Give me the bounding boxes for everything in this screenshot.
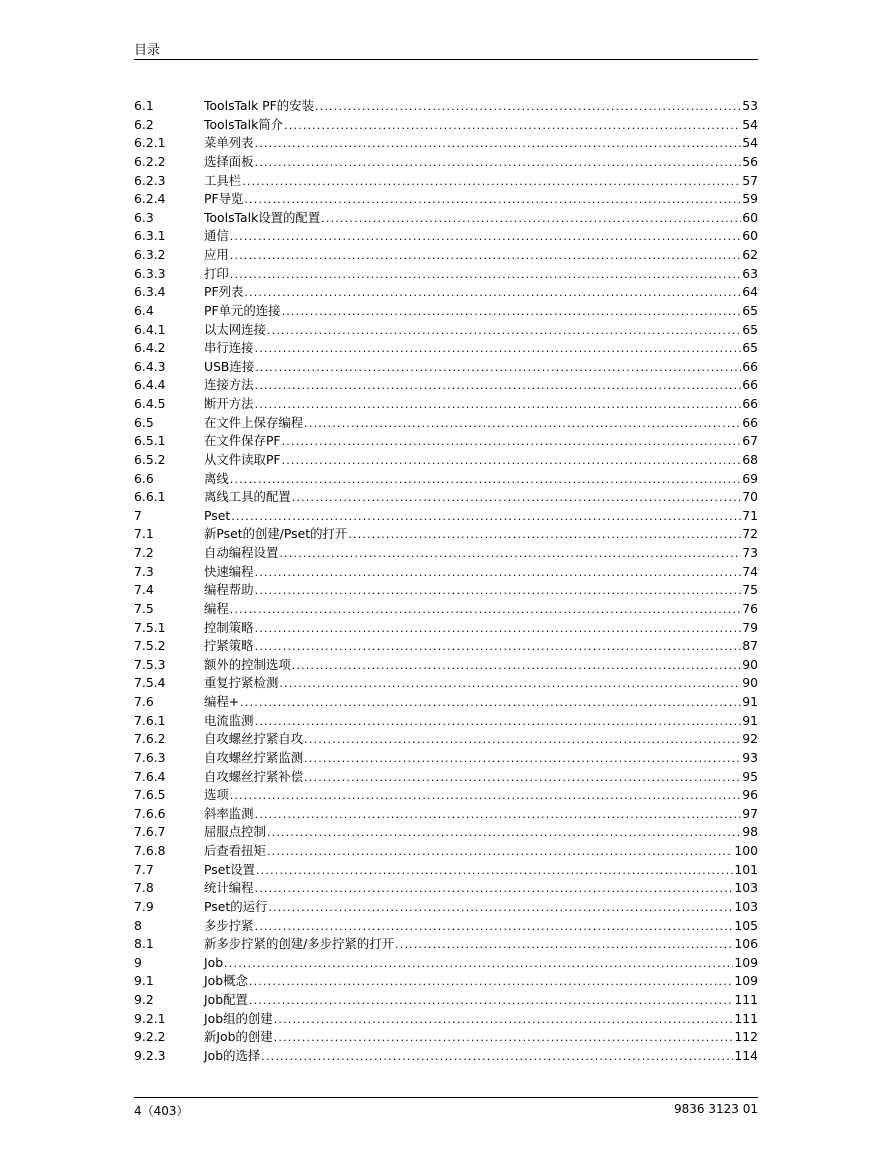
toc-entry[interactable]	[134, 153, 758, 172]
toc-entry-number: 6.2.3	[134, 172, 166, 188]
table-of-contents	[134, 97, 758, 1066]
toc-entry-page: 54	[742, 135, 758, 151]
toc-entry[interactable]	[134, 134, 758, 153]
toc-dot-leader	[255, 396, 742, 415]
toc-dot-leader	[304, 415, 741, 434]
toc-entry-page: 67	[742, 433, 758, 449]
toc-entry-page: 90	[742, 656, 758, 672]
toc-dot-leader	[267, 322, 741, 341]
toc-entry-number: 6.4.1	[134, 321, 166, 337]
toc-entry-page: 66	[742, 377, 758, 393]
toc-entry-number: 8	[134, 917, 142, 933]
toc-dot-leader	[292, 657, 741, 676]
toc-entry-page: 66	[742, 396, 758, 411]
toc-entry-page: 53	[742, 98, 758, 113]
toc-dot-leader	[282, 452, 742, 471]
toc-entry-page: 109	[734, 954, 758, 970]
toc-entry-title: Pset设置	[204, 861, 255, 877]
toc-entry-number: 6.5.1	[134, 433, 166, 449]
toc-dot-leader	[230, 247, 741, 266]
toc-entry-page: 73	[742, 545, 758, 560]
toc-entry-page: 65	[742, 302, 758, 318]
toc-dot-leader	[255, 582, 742, 601]
toc-entry-number: 7.5	[134, 600, 154, 616]
toc-entry-title: 串行连接	[204, 340, 254, 356]
toc-entry[interactable]	[134, 172, 758, 191]
toc-dot-leader	[255, 154, 742, 173]
toc-entry-title: 编程	[204, 600, 229, 616]
toc-dot-leader	[348, 526, 741, 545]
toc-entry-title: 控制策略	[204, 619, 254, 635]
toc-entry-number: 9.2.1	[134, 1010, 166, 1026]
toc-dot-leader	[395, 936, 733, 955]
toc-entry-number: 7.6.1	[134, 712, 166, 728]
toc-entry[interactable]	[134, 227, 758, 246]
toc-entry-title: 菜单列表	[204, 135, 254, 151]
footer-document-number: 9836 3123 01	[674, 1102, 758, 1116]
toc-dot-leader	[230, 228, 741, 247]
toc-dot-leader	[261, 1048, 733, 1067]
toc-dot-leader	[255, 713, 742, 732]
toc-entry-title: ToolsTalk PF的安装	[204, 98, 314, 113]
toc-entry-number: 7.6.6	[134, 805, 166, 821]
toc-entry-number: 6.3.4	[134, 284, 166, 300]
toc-dot-leader	[304, 731, 741, 750]
toc-entry-page: 91	[742, 694, 758, 709]
toc-entry-number: 7.6.8	[134, 843, 166, 858]
toc-entry-number: 6.1	[134, 98, 154, 113]
toc-entry-title: 编程+	[204, 694, 240, 709]
toc-dot-leader	[242, 173, 741, 192]
toc-dot-leader	[255, 377, 742, 396]
toc-entry[interactable]	[134, 730, 758, 749]
toc-dot-leader	[224, 955, 733, 974]
toc-entry-title: 自攻螺丝拧紧自攻	[204, 731, 304, 747]
toc-dot-leader	[255, 880, 734, 899]
toc-entry-page: 106	[734, 936, 758, 952]
toc-entry-page: 68	[742, 451, 758, 467]
toc-entry-number: 7	[134, 507, 142, 523]
toc-entry-page: 70	[742, 489, 758, 505]
toc-entry[interactable]	[134, 116, 758, 135]
toc-entry-title: 断开方法	[204, 396, 254, 411]
toc-entry-page: 60	[742, 209, 758, 225]
toc-entry-number: 6.4.4	[134, 377, 166, 393]
toc-entry[interactable]	[134, 507, 758, 526]
toc-entry[interactable]	[134, 395, 758, 414]
toc-entry-number: 7.1	[134, 526, 154, 542]
toc-entry[interactable]	[134, 749, 758, 768]
toc-entry-number: 6.3.2	[134, 247, 166, 262]
toc-entry[interactable]	[134, 246, 758, 265]
toc-dot-leader	[249, 992, 733, 1011]
toc-entry-number: 7.6.5	[134, 787, 166, 803]
toc-entry-title: 额外的控制选项	[204, 656, 291, 672]
toc-entry[interactable]	[134, 693, 758, 712]
toc-dot-leader	[230, 787, 741, 806]
toc-entry-page: 57	[742, 172, 758, 188]
toc-entry-title: 新Job的创建	[204, 1029, 273, 1045]
toc-entry[interactable]	[134, 600, 758, 619]
toc-entry-page: 65	[742, 340, 758, 356]
toc-entry[interactable]	[134, 432, 758, 451]
footer-page-number: 4（403）	[134, 1104, 189, 1118]
toc-dot-leader	[292, 489, 741, 508]
toc-entry-page: 59	[742, 191, 758, 207]
toc-entry-page: 90	[742, 675, 758, 691]
toc-entry-title: PF导览	[204, 191, 244, 207]
toc-entry[interactable]	[134, 97, 758, 116]
toc-entry[interactable]	[134, 563, 758, 582]
toc-entry-number: 6.2.4	[134, 191, 166, 207]
toc-entry-title: USB连接	[204, 358, 255, 374]
toc-entry-title: 以太网连接	[204, 321, 266, 337]
toc-entry[interactable]	[134, 581, 758, 600]
toc-entry-page: 111	[734, 992, 758, 1007]
toc-entry-title: 选择面板	[204, 153, 254, 169]
toc-entry-title: 连接方法	[204, 377, 254, 393]
toc-entry-title: 在文件上保存编程	[204, 414, 304, 430]
toc-dot-leader	[321, 210, 741, 229]
toc-entry-page: 91	[742, 712, 758, 728]
toc-entry-page: 60	[742, 228, 758, 244]
toc-entry[interactable]	[134, 917, 758, 936]
toc-entry-title: Job配置	[204, 992, 248, 1007]
toc-dot-leader	[256, 862, 733, 881]
toc-entry-number: 7.6.7	[134, 824, 166, 840]
toc-entry-title: 离线	[204, 470, 229, 486]
toc-entry-page: 87	[742, 638, 758, 654]
toc-entry[interactable]	[134, 339, 758, 358]
toc-entry-number: 7.5.3	[134, 656, 166, 672]
toc-entry-number: 7.6.4	[134, 768, 166, 784]
toc-dot-leader	[255, 135, 742, 154]
toc-entry-page: 54	[742, 116, 758, 132]
toc-entry-title: 屈服点控制	[204, 824, 266, 840]
toc-entry-page: 112	[734, 1029, 758, 1045]
toc-entry-page: 96	[742, 787, 758, 803]
toc-entry[interactable]	[134, 265, 758, 284]
toc-entry-number: 7.7	[134, 861, 154, 877]
toc-entry-page: 114	[734, 1047, 758, 1063]
toc-entry-number: 9.2.3	[134, 1047, 166, 1063]
toc-entry-title: ToolsTalk设置的配置	[204, 209, 321, 225]
toc-entry-title: 从文件读取PF	[204, 451, 281, 467]
toc-entry-page: 95	[742, 768, 758, 784]
toc-entry-number: 7.5.4	[134, 675, 166, 691]
toc-dot-leader	[255, 638, 742, 657]
toc-entry[interactable]	[134, 283, 758, 302]
toc-entry-page: 98	[742, 824, 758, 840]
toc-entry[interactable]	[134, 637, 758, 656]
toc-entry-title: 新Pset的创建/Pset的打开	[204, 526, 348, 542]
toc-entry-number: 7.9	[134, 898, 154, 914]
toc-entry[interactable]	[134, 656, 758, 675]
toc-entry-title: 通信	[204, 228, 229, 244]
toc-entry-page: 97	[742, 805, 758, 821]
toc-entry-title: 自动编程设置	[204, 545, 279, 560]
page-header-title: 目录	[134, 43, 161, 58]
toc-entry[interactable]	[134, 358, 758, 377]
toc-entry[interactable]	[134, 972, 758, 991]
toc-dot-leader	[240, 694, 741, 713]
toc-entry-number: 6.5	[134, 414, 154, 430]
toc-entry-title: PF单元的连接	[204, 302, 281, 318]
toc-dot-leader	[255, 918, 734, 937]
toc-dot-leader	[268, 899, 733, 918]
toc-dot-leader	[304, 769, 741, 788]
toc-entry[interactable]	[134, 898, 758, 917]
toc-entry-title: 统计编程	[204, 880, 254, 896]
toc-dot-leader	[284, 117, 741, 136]
toc-entry[interactable]	[134, 302, 758, 321]
toc-dot-leader	[255, 806, 742, 825]
toc-entry[interactable]	[134, 488, 758, 507]
toc-entry-title: Job组的创建	[204, 1010, 273, 1026]
toc-dot-leader	[282, 433, 742, 452]
toc-entry-number: 7.5.1	[134, 619, 166, 635]
toc-dot-leader	[244, 191, 741, 210]
toc-entry-number: 6.4.5	[134, 396, 166, 411]
toc-entry[interactable]	[134, 786, 758, 805]
toc-entry-page: 92	[742, 731, 758, 747]
toc-entry-number: 7.5.2	[134, 638, 166, 654]
toc-entry-title: Pset的运行	[204, 898, 268, 914]
toc-entry-page: 105	[734, 917, 758, 933]
toc-entry-number: 9	[134, 954, 142, 970]
toc-dot-leader	[244, 284, 741, 303]
toc-entry[interactable]	[134, 954, 758, 973]
toc-dot-leader	[230, 471, 741, 490]
toc-entry-number: 6.3.1	[134, 228, 166, 244]
toc-dot-leader	[230, 601, 741, 620]
toc-entry[interactable]	[134, 1047, 758, 1066]
toc-entry[interactable]	[134, 768, 758, 787]
toc-entry[interactable]	[134, 805, 758, 824]
toc-dot-leader	[267, 824, 741, 843]
toc-entry[interactable]	[134, 209, 758, 228]
toc-entry[interactable]	[134, 321, 758, 340]
toc-dot-leader	[304, 750, 741, 769]
toc-dot-leader	[255, 340, 742, 359]
toc-entry-number: 7.4	[134, 582, 154, 598]
toc-entry-number: 6.3	[134, 209, 154, 225]
toc-entry-title: 快速编程	[204, 563, 254, 579]
toc-entry-page: 93	[742, 749, 758, 765]
toc-entry-title: 在文件保存PF	[204, 433, 281, 449]
toc-entry-page: 56	[742, 153, 758, 169]
toc-entry-title: ToolsTalk简介	[204, 116, 284, 132]
toc-entry-page: 64	[742, 284, 758, 300]
toc-entry-number: 6.4	[134, 302, 154, 318]
toc-dot-leader	[279, 545, 741, 564]
toc-entry-number: 7.8	[134, 880, 154, 896]
toc-entry-title: 应用	[204, 247, 229, 262]
toc-entry-title: 重复拧紧检测	[204, 675, 279, 691]
toc-entry-title: 斜率监测	[204, 805, 254, 821]
toc-entry-number: 9.2.2	[134, 1029, 166, 1045]
toc-dot-leader	[249, 973, 733, 992]
toc-entry-page: 111	[734, 1010, 758, 1026]
toc-entry-title: 电流监测	[204, 712, 254, 728]
toc-dot-leader	[274, 1011, 734, 1030]
toc-entry-number: 9.2	[134, 992, 154, 1007]
toc-dot-leader	[267, 843, 733, 862]
toc-entry-page: 71	[742, 507, 758, 523]
toc-entry-page: 101	[734, 861, 758, 877]
toc-entry-number: 6.4.2	[134, 340, 166, 356]
toc-entry-title: Pset	[204, 507, 231, 523]
toc-dot-leader	[255, 620, 742, 639]
toc-entry[interactable]	[134, 470, 758, 489]
toc-entry-page: 79	[742, 619, 758, 635]
toc-entry-number: 7.2	[134, 545, 154, 560]
toc-entry-page: 103	[734, 880, 758, 896]
toc-dot-leader	[230, 266, 741, 285]
toc-entry-page: 66	[742, 414, 758, 430]
toc-entry[interactable]	[134, 674, 758, 693]
toc-entry[interactable]	[134, 525, 758, 544]
toc-entry-title: 工具栏	[204, 172, 242, 188]
toc-entry-number: 7.6.3	[134, 749, 166, 765]
toc-entry-page: 103	[734, 898, 758, 914]
toc-entry[interactable]	[134, 861, 758, 880]
toc-entry[interactable]	[134, 451, 758, 470]
toc-entry[interactable]	[134, 823, 758, 842]
toc-entry-title: PF列表	[204, 284, 244, 300]
toc-entry-number: 6.2	[134, 116, 154, 132]
toc-dot-leader	[279, 675, 741, 694]
toc-entry-page: 74	[742, 563, 758, 579]
toc-entry-title: 多步拧紧	[204, 917, 254, 933]
toc-entry-title: Job概念	[204, 973, 248, 989]
toc-dot-leader	[282, 303, 742, 322]
toc-entry[interactable]	[134, 544, 758, 563]
toc-entry-page: 69	[742, 470, 758, 486]
toc-dot-leader	[315, 98, 741, 117]
toc-entry-title: 拧紧策略	[204, 638, 254, 654]
toc-entry-page: 75	[742, 582, 758, 598]
toc-dot-leader	[274, 1029, 734, 1048]
toc-entry-page: 109	[734, 973, 758, 989]
toc-entry[interactable]	[134, 935, 758, 954]
toc-entry[interactable]	[134, 712, 758, 731]
toc-entry[interactable]	[134, 190, 758, 209]
toc-entry-number: 6.2.2	[134, 153, 166, 169]
toc-entry-number: 8.1	[134, 936, 154, 952]
toc-entry-page: 100	[734, 843, 758, 858]
toc-dot-leader	[255, 359, 741, 378]
toc-entry-number: 6.6.1	[134, 489, 166, 505]
toc-entry-title: 打印	[204, 265, 229, 281]
toc-entry-title: 编程帮助	[204, 582, 254, 598]
toc-entry-title: 自攻螺丝拧紧监测	[204, 749, 304, 765]
toc-dot-leader	[255, 564, 742, 583]
toc-entry[interactable]	[134, 1010, 758, 1029]
header-divider	[134, 59, 758, 60]
toc-entry-number: 6.6	[134, 470, 154, 486]
toc-entry-number: 6.2.1	[134, 135, 166, 151]
toc-entry-page: 72	[742, 526, 758, 542]
toc-entry-title: 自攻螺丝拧紧补偿	[204, 768, 304, 784]
toc-dot-leader	[231, 508, 741, 527]
toc-entry-page: 62	[742, 247, 758, 262]
toc-entry[interactable]	[134, 842, 758, 861]
toc-entry[interactable]	[134, 879, 758, 898]
toc-entry-title: 后查看扭矩	[204, 843, 266, 858]
toc-entry[interactable]	[134, 1028, 758, 1047]
toc-entry-number: 6.4.3	[134, 358, 166, 374]
toc-entry-title: Job	[204, 954, 224, 970]
toc-entry-number: 7.3	[134, 563, 154, 579]
toc-entry-page: 66	[742, 358, 758, 374]
toc-entry-number: 9.1	[134, 973, 154, 989]
toc-entry-number: 7.6.2	[134, 731, 166, 747]
toc-entry[interactable]	[134, 414, 758, 433]
toc-entry-page: 65	[742, 321, 758, 337]
toc-entry-title: Job的选择	[204, 1047, 261, 1063]
toc-entry[interactable]	[134, 376, 758, 395]
toc-entry-title: 新多步拧紧的创建/多步拧紧的打开	[204, 936, 395, 952]
toc-entry[interactable]	[134, 619, 758, 638]
toc-entry-page: 76	[742, 600, 758, 616]
toc-entry-title: 选项	[204, 787, 229, 803]
footer-divider	[134, 1097, 758, 1098]
toc-entry-page: 63	[742, 265, 758, 281]
toc-entry[interactable]	[134, 991, 758, 1010]
toc-entry-number: 6.5.2	[134, 451, 166, 467]
toc-entry-number: 6.3.3	[134, 265, 166, 281]
toc-entry-number: 7.6	[134, 694, 154, 709]
toc-entry-title: 离线工具的配置	[204, 489, 291, 505]
